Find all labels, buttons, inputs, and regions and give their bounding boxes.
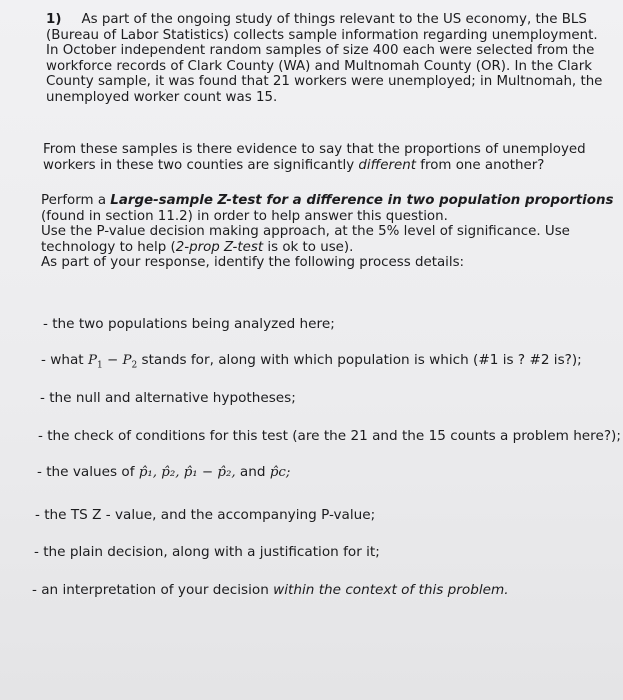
intro-text-1: As part of the ongoing study of things relevant to the US economy, the BLS	[81, 12, 587, 27]
item2-sub1: 1	[96, 360, 103, 371]
item2-sub2: 2	[131, 360, 138, 371]
perform-instructions	[41, 193, 613, 271]
item2-start: - what	[41, 352, 88, 368]
evidence-different-italic: different	[358, 157, 417, 173]
item5-start: - the values of	[37, 464, 139, 480]
perform-line-4-end: is ok to use).	[263, 239, 354, 255]
evidence-line-2-end: from one another?	[416, 157, 545, 173]
checklist-item-conditions: - the check of conditions for this test (are the 21 and the 15 counts a problem here?);	[38, 428, 621, 444]
perform-line-4	[41, 240, 613, 256]
checklist-item-p1-minus-p2	[41, 352, 582, 371]
evidence-line-2-start: workers in these two counties are significantly	[43, 157, 359, 173]
checklist-item-ts-z: - the TS Z - value, and the accompanying P-value;	[35, 507, 376, 523]
item2-p1: P	[87, 353, 97, 368]
intro-line-5: County sample, it was found that 21 workers were unemployed; in Multnomah, the	[46, 74, 603, 90]
intro-line-6: unemployed worker count was 15.	[46, 89, 278, 105]
perform-line-3: Use the P-value decision making approach, at the 5% level of significance. Use	[41, 224, 570, 240]
evidence-line-1: From these samples is there evidence to say that the proportions of unemployed	[43, 142, 586, 157]
perform-start: Perform a	[41, 193, 111, 208]
item5-and: and	[235, 464, 270, 480]
item2-end: stands for, along with which population is which (#1 is ? #2 is?);	[137, 352, 582, 368]
intro-line-4: workforce records of Clark County (WA) and Multnomah County (OR). In the Clark	[46, 58, 593, 74]
checklist-item-populations: - the two populations being analyzed here;	[43, 316, 335, 332]
question-number: 1)	[46, 12, 62, 27]
item2-p2: P	[122, 353, 132, 368]
intro-line-3: In October independent random samples of size 400 each were selected from the	[46, 43, 595, 59]
item2-minus: −	[102, 353, 123, 368]
perform-line-2: (found in section 11.2) in order to help answer this question.	[41, 208, 448, 224]
item5-math: p̂₁, p̂₂, p̂₁ − p̂₂,	[138, 465, 236, 480]
perform-2prop-italic: 2-prop Z-test	[175, 239, 264, 255]
perform-line-1	[41, 193, 613, 209]
question-intro	[46, 12, 602, 106]
item5-math-pc: p̂c;	[269, 465, 291, 480]
checklist-item-hypotheses: - the null and alternative hypotheses;	[40, 390, 296, 406]
perform-test-name: Large-sample Z-test for a difference in two population proportions	[110, 193, 614, 208]
perform-line-4-start: technology to help (	[41, 239, 176, 255]
intro-line-2: (Bureau of Labor Statistics) collects sample information regarding unemployment.	[46, 27, 598, 43]
checklist-item-decision: - the plain decision, along with a justification for it;	[34, 544, 380, 560]
perform-line-5: As part of your response, identify the following process details:	[41, 255, 465, 271]
checklist-item-interpretation	[32, 582, 509, 598]
item8-start: - an interpretation of your decision	[32, 582, 274, 598]
intro-line-1	[46, 12, 602, 28]
item8-italic: within the context of this problem.	[273, 582, 509, 598]
item2-math	[87, 353, 138, 371]
checklist-item-values	[37, 464, 290, 480]
evidence-question	[43, 142, 586, 173]
evidence-line-2	[43, 158, 586, 174]
